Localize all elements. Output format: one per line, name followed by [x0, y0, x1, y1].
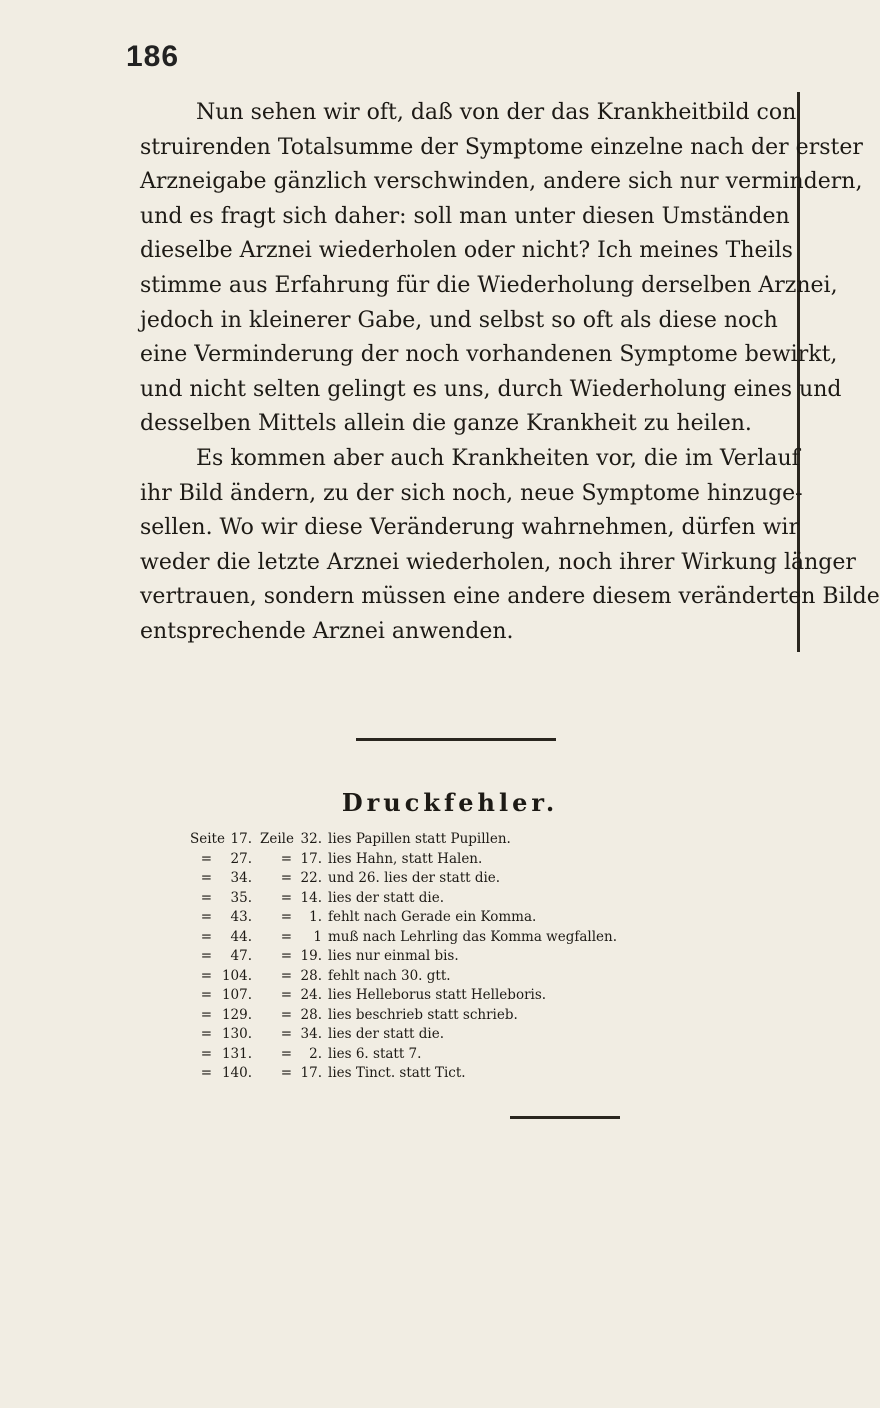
errata-line: 32. [300, 831, 322, 847]
errata-row [190, 1045, 750, 1065]
errata-correction: lies Helleborus statt Helleboris. [328, 987, 547, 1003]
errata-page: 130. [221, 1026, 252, 1042]
text-line: vertrauen, sondern müssen eine andere diesem veränderten Bilde [140, 584, 880, 610]
text-line: entsprechende Arznei anwenden. [140, 618, 514, 644]
text-line: und nicht selten gelingt es uns, durch Wiederholung eines und [140, 376, 842, 402]
errata-title: Druckfehler. [341, 788, 559, 817]
errata-correction: fehlt nach 30. gtt. [328, 967, 451, 984]
text-line: stimme aus Erfahrung für die Wiederholung derselben Arznei, [140, 272, 838, 298]
errata-line-marker: = [280, 928, 292, 945]
errata-page: 43. [230, 909, 252, 925]
text-line: Nun sehen wir oft, daß von der das Krankheitbild con [196, 100, 797, 125]
errata-page: 140. [221, 1065, 252, 1081]
errata-line: 34. [300, 1026, 322, 1042]
page-number: 186 [126, 40, 180, 73]
body-text [140, 96, 880, 650]
section-divider [356, 738, 556, 741]
errata-correction: lies beschrieb statt schrieb. [328, 1006, 518, 1023]
errata-correction: lies Tinct. statt Tict. [328, 1065, 466, 1081]
errata-row [190, 1064, 750, 1084]
errata-line: 17. [300, 1065, 322, 1081]
text-line: und es fragt sich daher: soll man unter diesen Umständen [140, 203, 790, 229]
errata-line: 22. [300, 870, 322, 886]
errata-row [190, 967, 750, 987]
errata-row [190, 850, 750, 870]
errata-row [190, 928, 750, 948]
errata-page-marker: = [200, 967, 212, 984]
errata-page-marker: = [200, 889, 212, 906]
text-line: dieselbe Arznei wiederholen oder nicht? Ich meines Theils [140, 238, 793, 264]
errata-line-marker: = [280, 1065, 292, 1081]
text-line: struirenden Totalsumme der Symptome einzelne nach der erster [140, 134, 863, 160]
errata-row [190, 830, 750, 850]
text-line: weder die letzte Arznei wiederholen, noch ihrer Wirkung länger [140, 549, 856, 575]
errata-page-marker: = [200, 850, 212, 867]
errata-page-marker: Seite [190, 831, 225, 847]
text-line: sellen. Wo wir diese Veränderung wahrnehmen, dürfen wir [140, 515, 799, 541]
errata-line: 17. [300, 850, 322, 867]
errata-line-marker: = [280, 870, 292, 886]
errata-line-marker: = [280, 1006, 292, 1023]
errata-line: 28. [300, 967, 322, 984]
errata-page-marker: = [200, 1006, 212, 1023]
errata-row [190, 1025, 750, 1045]
errata-page-marker: = [200, 948, 212, 964]
errata-page-marker: = [200, 1045, 212, 1062]
errata-page: 27. [230, 850, 252, 867]
paragraph-1 [140, 96, 863, 442]
errata-page-marker: = [200, 928, 212, 945]
errata-page: 35. [230, 889, 252, 906]
errata-page: 34. [230, 870, 252, 886]
errata-line: 24. [300, 987, 322, 1003]
errata-line: 1. [309, 909, 322, 925]
errata-line-marker: = [280, 987, 292, 1003]
text-line: jedoch in kleinerer Gabe, und selbst so oft als diese noch [140, 307, 778, 333]
errata-page: 107. [221, 987, 252, 1003]
errata-line: 28. [300, 1006, 322, 1023]
errata-correction: lies Hahn, statt Halen. [328, 850, 483, 867]
errata-table [190, 830, 750, 1084]
errata-page: 131. [221, 1045, 252, 1062]
errata-correction: fehlt nach Gerade ein Komma. [328, 909, 537, 925]
errata-line: 2. [309, 1045, 322, 1062]
errata-page-marker: = [200, 1065, 212, 1081]
errata-page: 44. [230, 928, 252, 945]
errata-correction: muß nach Lehrling das Komma wegfallen. [328, 928, 618, 945]
errata-page: 47. [230, 948, 252, 964]
errata-line-marker: = [280, 1045, 292, 1062]
errata-correction: lies Papillen statt Pupillen. [328, 831, 511, 847]
errata-page: 17. [230, 831, 252, 847]
text-line: Arzneigabe gänzlich verschwinden, andere sich nur vermindern, [140, 169, 863, 195]
errata-correction: lies nur einmal bis. [328, 948, 459, 964]
errata-page-marker: = [200, 987, 212, 1003]
errata-line-marker: = [280, 948, 292, 964]
errata-page-marker: = [200, 909, 212, 925]
text-line: eine Verminderung der noch vorhandenen Symptome bewirkt, [140, 342, 838, 368]
errata-line-marker: = [280, 850, 292, 867]
errata-row [190, 1006, 750, 1026]
errata-row [190, 869, 750, 889]
errata-correction: lies der statt die. [328, 889, 445, 906]
errata-line: 1 [313, 928, 322, 945]
errata-line-marker: = [280, 909, 292, 925]
text-line: Es kommen aber auch Krankheiten vor, die im Verlauf [196, 445, 800, 471]
errata-line-marker: = [280, 889, 292, 906]
errata-line-marker: = [280, 1026, 292, 1042]
errata-page-marker: = [200, 870, 212, 886]
errata-page-marker: = [200, 1026, 212, 1042]
errata-line-marker: Zeile [260, 831, 294, 847]
errata-line-marker: = [280, 967, 292, 984]
errata-correction: lies der statt die. [328, 1026, 445, 1042]
text-line: ihr Bild ändern, zu der sich noch, neue Symptome hinzuge- [140, 480, 803, 506]
errata-row [190, 908, 750, 928]
errata-page: 129. [221, 1006, 252, 1023]
errata-correction: lies 6. statt 7. [328, 1045, 422, 1062]
errata-line: 19. [300, 948, 322, 964]
errata-page: 104. [221, 967, 252, 984]
text-line: desselben Mittels allein die ganze Krankheit zu heilen. [140, 411, 752, 437]
errata-row [190, 889, 750, 909]
errata-row [190, 947, 750, 967]
paragraph-2 [140, 442, 880, 650]
errata-line: 14. [300, 889, 322, 906]
errata-row [190, 986, 750, 1006]
errata-correction: und 26. lies der statt die. [328, 870, 501, 886]
end-divider [510, 1116, 620, 1119]
